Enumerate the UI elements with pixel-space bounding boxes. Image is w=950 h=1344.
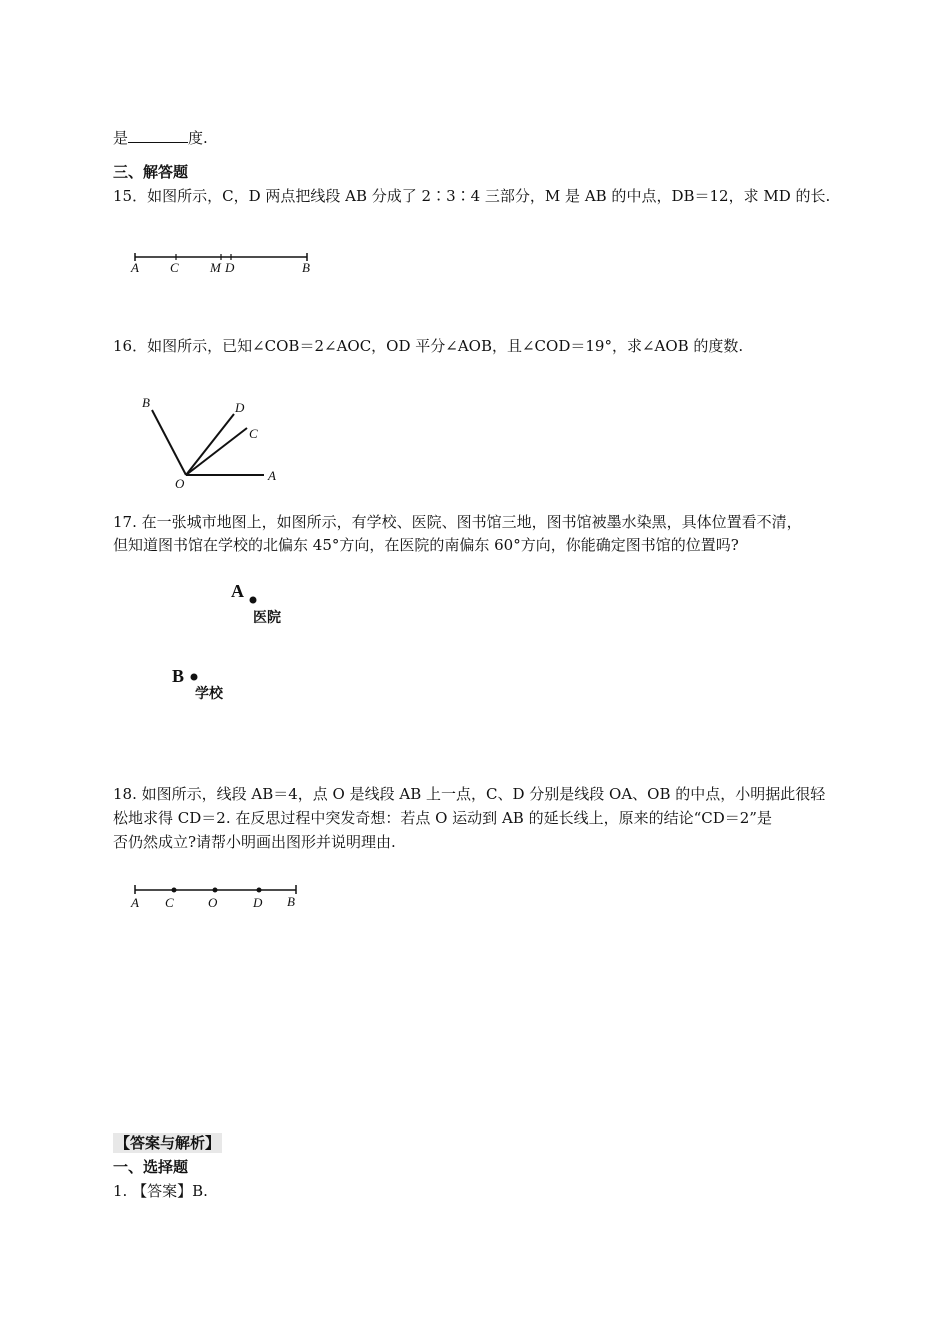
prev-tail-pre: 是 — [113, 129, 129, 147]
school-point — [191, 674, 198, 681]
fig15-label-d: D — [225, 260, 235, 275]
fig16-label-a: A — [268, 468, 276, 483]
question-17-line-1: 17. 在一张城市地图上，如图所示，有学校、医院、图书馆三地，图书馆被墨水染黑，具体位置看不清， — [113, 513, 802, 531]
section-heading-answers: 三、解答题 — [113, 163, 189, 181]
question-16: 16．如图所示，已知∠COB＝2∠AOC，OD 平分∠AOB，且∠COD＝19°，求∠AOB 的度数. — [113, 337, 744, 355]
fig18-label-a: A — [131, 895, 139, 910]
fig16-label-b: B — [142, 395, 150, 410]
fig16-label-c: C — [249, 426, 258, 441]
fig15-label-a: A — [131, 260, 139, 275]
fig18-label-d: D — [253, 895, 263, 910]
question-15: 15．如图所示，C，D 两点把线段 AB 分成了 2∶3∶4 三部分，M 是 AB 的中点，DB＝12，求 MD 的长. — [113, 187, 831, 205]
fig18-segment — [135, 885, 296, 894]
fig18-label-o: O — [208, 895, 218, 910]
fig15-label-b: B — [302, 260, 310, 275]
prev-tail-post: 度. — [188, 129, 208, 147]
answers-heading: 【答案与解析】 — [115, 1134, 221, 1152]
question-18-line-2: 松地求得 CD＝2. 在反思过程中突发奇想：若点 O 运动到 AB 的延长线上，原来的结论“CD＝2”是 — [113, 809, 772, 827]
question-18-line-1: 18. 如图所示，线段 AB＝4，点 O 是线段 AB 上一点，C、D 分别是线段 OA、OB 的中点，小明据此很轻 — [113, 785, 826, 803]
ray-oc — [186, 428, 247, 475]
answer-blank — [128, 128, 188, 143]
fig18-label-b: B — [287, 894, 295, 909]
fig17-hospital-name: 医院 — [253, 610, 281, 626]
answer-1: 1. 【答案】B. — [113, 1182, 208, 1200]
section-heading-choices: 一、选择题 — [113, 1158, 189, 1176]
hospital-point — [250, 597, 257, 604]
ray-od — [186, 414, 234, 475]
prev-question-tail — [113, 128, 208, 148]
fig18-label-c: C — [165, 895, 174, 910]
question-17-line-2: 但知道图书馆在学校的北偏东 45°方向，在医院的南偏东 60°方向，你能确定图书馆的位置吗? — [113, 536, 739, 554]
fig17-school-name: 学校 — [195, 686, 223, 702]
fig16-label-d: D — [235, 400, 245, 415]
fig17-label-a: A — [231, 581, 244, 601]
fig16-label-o: O — [175, 476, 185, 491]
fig15-label-m: M — [210, 260, 221, 275]
fig15-segment — [135, 253, 307, 261]
fig17-label-b: B — [172, 666, 185, 686]
fig15-label-c: C — [170, 260, 179, 275]
question-18-line-3: 否仍然成立?请帮小明画出图形并说明理由. — [113, 833, 396, 851]
ray-ob — [152, 410, 186, 475]
